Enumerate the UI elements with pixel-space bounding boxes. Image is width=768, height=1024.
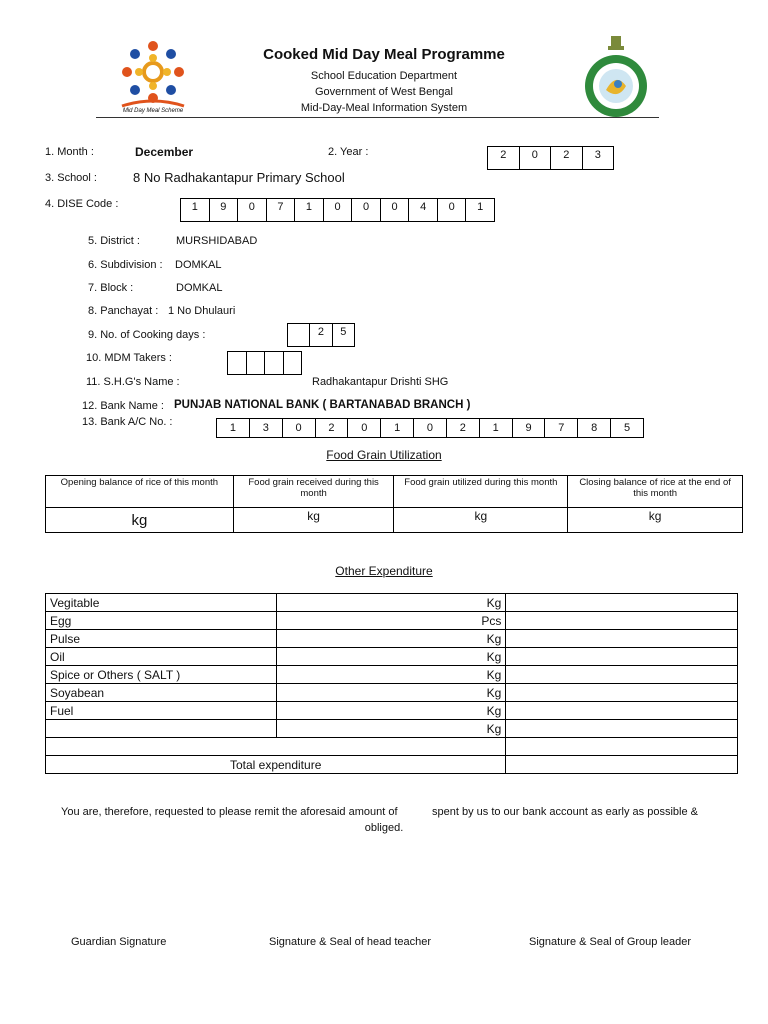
item-cell: Vegitable	[46, 594, 277, 612]
account-digit-box	[216, 418, 644, 438]
dise-digit: 1	[477, 201, 484, 213]
table-row	[46, 720, 738, 738]
unit-cell: Kg	[276, 666, 506, 684]
account-digit: 9	[513, 419, 546, 437]
year-label: 2. Year :	[328, 146, 369, 158]
month-label: 1. Month :	[45, 146, 94, 158]
account-digit: 1	[381, 419, 414, 437]
food-grain-table	[45, 475, 743, 533]
unit-cell: Pcs	[276, 612, 506, 630]
amount-cell	[506, 630, 738, 648]
account-digit: 3	[250, 419, 283, 437]
panchayat-value: 1 No Dhulauri	[168, 305, 236, 317]
school-label: 3. School :	[45, 172, 97, 184]
table-row	[46, 684, 738, 702]
total-row	[46, 756, 738, 774]
district-label: 5. District :	[88, 235, 140, 247]
cooking-days-label: 9. No. of Cooking days :	[88, 329, 206, 341]
school-value: 8 No Radhakantapur Primary School	[133, 170, 345, 185]
logo-caption: Mid Day Meal Scheme	[122, 108, 184, 114]
amount-cell	[506, 684, 738, 702]
table-row	[46, 738, 738, 756]
table-cell: kg	[568, 508, 743, 533]
account-label: 13. Bank A/C No. :	[82, 416, 173, 428]
food-grain-title: Food Grain Utilization	[326, 448, 442, 462]
subdivision-value: DOMKAL	[175, 259, 222, 271]
district-value: MURSHIDABAD	[176, 235, 258, 247]
year-digit: 3	[594, 149, 601, 161]
group-leader-signature-label: Signature & Seal of Group leader	[529, 936, 692, 948]
amount-cell	[506, 666, 738, 684]
dise-digit: 0	[324, 199, 353, 221]
account-digit: 2	[316, 419, 349, 437]
unit-cell: Kg	[276, 684, 506, 702]
item-cell: Egg	[46, 612, 277, 630]
header-line-3: Mid-Day-Meal Information System	[300, 102, 468, 114]
mdm-takers-box	[227, 351, 302, 375]
shg-value: Radhakantapur Drishti SHG	[312, 376, 449, 388]
table-row	[46, 612, 738, 630]
dise-digit-box	[180, 198, 495, 222]
other-expenditure-title: Other Expenditure	[335, 564, 433, 578]
dise-digit: 9	[210, 199, 239, 221]
table-cell: kg	[233, 508, 394, 533]
item-cell: Spice or Others ( SALT )	[46, 666, 277, 684]
unit-cell: Kg	[276, 630, 506, 648]
blank-cell	[46, 738, 506, 756]
item-cell	[46, 720, 277, 738]
block-label: 7. Block :	[88, 282, 134, 294]
amount-cell	[506, 612, 738, 630]
dise-digit: 4	[409, 199, 438, 221]
account-digit: 8	[578, 419, 611, 437]
west-bengal-govt-seal-icon	[582, 34, 650, 118]
table-row	[46, 508, 743, 533]
dise-digit: 0	[381, 199, 410, 221]
header-divider	[96, 117, 659, 118]
table-row	[46, 666, 738, 684]
item-cell: Oil	[46, 648, 277, 666]
shg-label: 11. S.H.G's Name :	[86, 376, 180, 388]
total-label: Total expenditure	[46, 756, 506, 774]
bank-value: PUNJAB NATIONAL BANK ( BARTANABAD BRANCH )	[174, 399, 471, 411]
page-title: Cooked Mid Day Meal Programme	[263, 46, 505, 63]
table-cell: kg	[394, 508, 568, 533]
item-cell: Fuel	[46, 702, 277, 720]
year-digit-box	[487, 146, 614, 170]
mdm-takers-digit	[284, 352, 302, 374]
cooking-days-digit: 5	[340, 326, 347, 338]
account-digit: 0	[348, 419, 381, 437]
bank-label: 12. Bank Name :	[82, 400, 164, 412]
closing-text-part1: You are, therefore, requested to please remit the aforesaid amount of	[61, 806, 398, 818]
cooking-days-box	[287, 323, 355, 347]
guardian-signature-label: Guardian Signature	[71, 936, 167, 948]
total-amount-cell	[506, 756, 738, 774]
dise-digit: 1	[295, 199, 324, 221]
header-line-2: Government of West Bengal	[315, 86, 453, 98]
mdm-scheme-logo-icon	[116, 38, 190, 110]
other-expenditure-table	[45, 593, 738, 774]
table-header-cell: Food grain received during this month	[233, 476, 394, 508]
cooking-days-digit: 2	[310, 324, 332, 346]
table-header-row	[46, 476, 743, 508]
head-teacher-signature-label: Signature & Seal of head teacher	[269, 936, 432, 948]
account-digit: 5	[623, 422, 631, 434]
closing-text-part2: spent by us to our bank account as early as possible &	[432, 806, 698, 818]
amount-cell	[506, 738, 738, 756]
account-digit: 0	[283, 419, 316, 437]
unit-cell: Kg	[276, 702, 506, 720]
table-row	[46, 648, 738, 666]
dise-label: 4. DISE Code :	[45, 198, 119, 210]
item-cell: Pulse	[46, 630, 277, 648]
header-line-1: School Education Department	[310, 70, 458, 82]
amount-cell	[506, 702, 738, 720]
account-digit: 0	[414, 419, 447, 437]
table-cell: kg	[46, 508, 234, 533]
dise-digit: 1	[181, 199, 210, 221]
table-header-cell: Closing balance of rice at the end of this month	[568, 476, 743, 508]
table-header-cell: Opening balance of rice of this month	[46, 476, 234, 508]
account-digit: 7	[545, 419, 578, 437]
dise-digit: 0	[438, 199, 467, 221]
dise-digit: 7	[267, 199, 296, 221]
block-value: DOMKAL	[176, 282, 223, 294]
dise-digit: 0	[352, 199, 381, 221]
unit-cell: Kg	[276, 648, 506, 666]
table-header-cell: Food grain utilized during this month	[394, 476, 568, 508]
item-cell: Soyabean	[46, 684, 277, 702]
mdm-takers-digit	[228, 352, 247, 374]
dise-digit: 0	[238, 199, 267, 221]
mdm-takers-digit	[265, 352, 284, 374]
amount-cell	[506, 594, 738, 612]
mdm-takers-digit	[247, 352, 266, 374]
month-value: December	[135, 145, 194, 159]
account-digit: 1	[480, 419, 513, 437]
closing-text-line2: obliged.	[364, 822, 404, 834]
amount-cell	[506, 720, 738, 738]
panchayat-label: 8. Panchayat :	[88, 305, 159, 317]
year-digit: 0	[520, 147, 552, 169]
table-row	[46, 630, 738, 648]
unit-cell: Kg	[276, 720, 506, 738]
account-digit: 1	[217, 419, 250, 437]
cooking-days-digit	[288, 324, 310, 346]
year-digit: 2	[551, 147, 583, 169]
table-row	[46, 594, 738, 612]
west-bengal-seal	[582, 34, 650, 118]
account-digit: 2	[447, 419, 480, 437]
year-digit: 2	[488, 147, 520, 169]
mdm-scheme-logo	[116, 38, 190, 118]
unit-cell: Kg	[276, 594, 506, 612]
subdivision-label: 6. Subdivision :	[88, 259, 163, 271]
mdm-takers-label: 10. MDM Takers :	[86, 352, 172, 364]
table-row	[46, 702, 738, 720]
amount-cell	[506, 648, 738, 666]
